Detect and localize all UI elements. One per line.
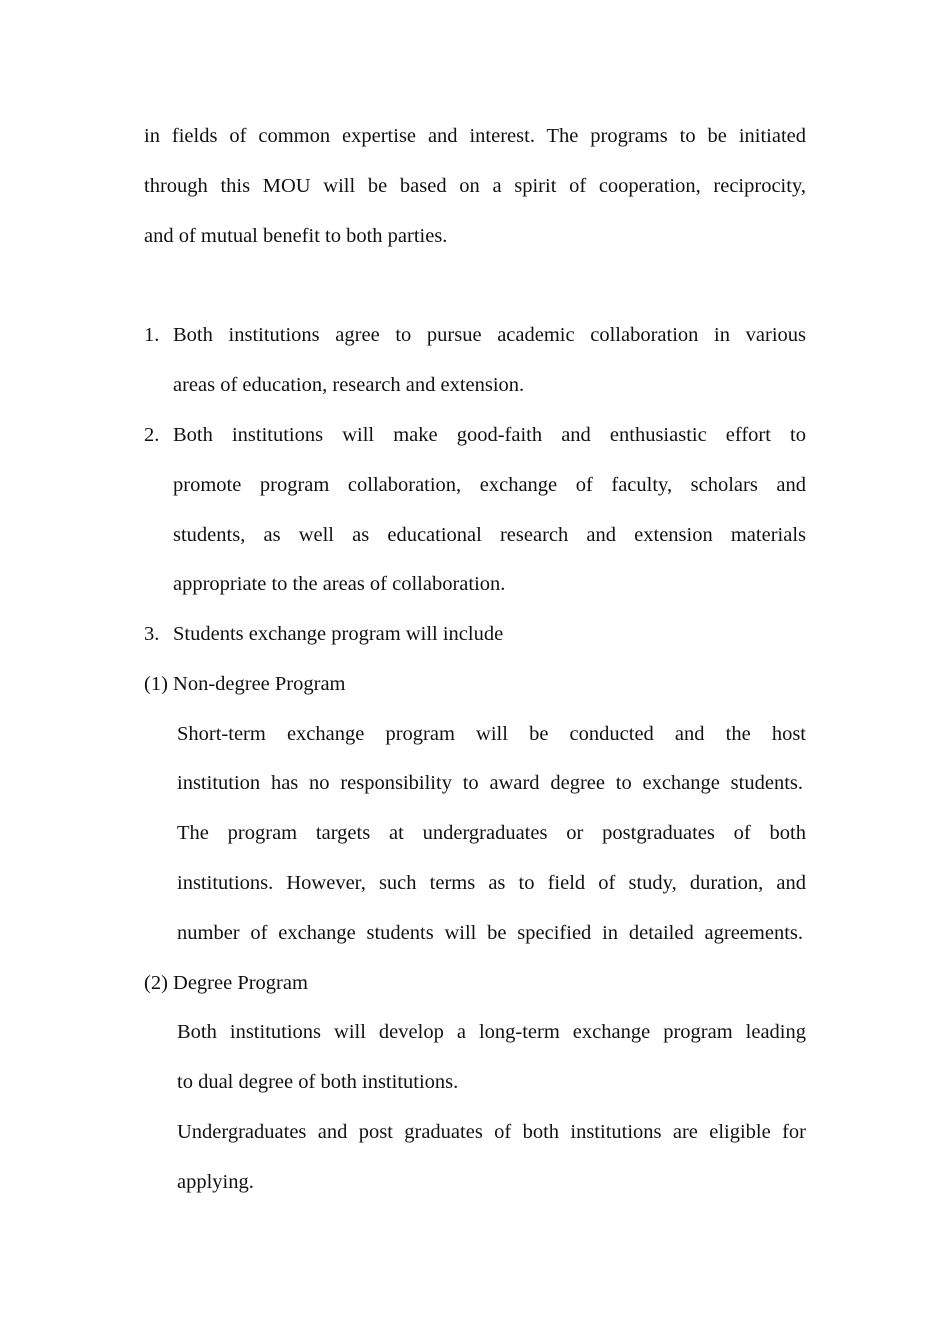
item-3-line-1: Students exchange program will include bbox=[173, 623, 504, 645]
item-2-number: 2. bbox=[144, 424, 160, 446]
sub-program-2-line-2: to dual degree of both institutions. bbox=[177, 1071, 459, 1093]
sub-program-1-line-3: The program targets at undergraduates or postgraduates of both bbox=[177, 822, 806, 844]
item-2-line-1: Both institutions will make good-faith and enthusiastic effort to bbox=[173, 424, 806, 446]
intro-line-3: and of mutual benefit to both parties. bbox=[144, 225, 448, 247]
sub-program-2-line-4: applying. bbox=[177, 1171, 254, 1193]
sub-program-1-line-4: institutions. However, such terms as to field of study, duration, and bbox=[177, 872, 806, 894]
item-2-line-4: appropriate to the areas of collaboration. bbox=[173, 573, 506, 595]
item-1-line-1: Both institutions agree to pursue academic collaboration in various bbox=[173, 324, 806, 346]
item-1-line-2: areas of education, research and extension. bbox=[173, 374, 525, 396]
item-2-line-2: promote program collaboration, exchange of faculty, scholars and bbox=[173, 474, 806, 496]
sub-program-2-line-3: Undergraduates and post graduates of both institutions are eligible for bbox=[177, 1121, 806, 1143]
sub-program-2-line-1: Both institutions will develop a long-term exchange program leading bbox=[177, 1021, 806, 1043]
sub-program-1-line-5: number of exchange students will be specified in detailed agreements. bbox=[177, 922, 803, 944]
intro-line-1: in fields of common expertise and interest. The programs to be initiated bbox=[144, 125, 806, 147]
sub-program-1-heading: (1) Non-degree Program bbox=[144, 673, 346, 695]
sub-program-2-heading: (2) Degree Program bbox=[144, 972, 308, 994]
sub-program-1-line-2: institution has no responsibility to award degree to exchange students. bbox=[177, 772, 803, 794]
sub-program-1-line-1: Short-term exchange program will be conducted and the host bbox=[177, 723, 806, 745]
item-1-number: 1. bbox=[144, 324, 160, 346]
intro-line-2: through this MOU will be based on a spirit of cooperation, reciprocity, bbox=[144, 175, 806, 197]
item-3-number: 3. bbox=[144, 623, 160, 645]
item-2-line-3: students, as well as educational research and extension materials bbox=[173, 524, 806, 546]
